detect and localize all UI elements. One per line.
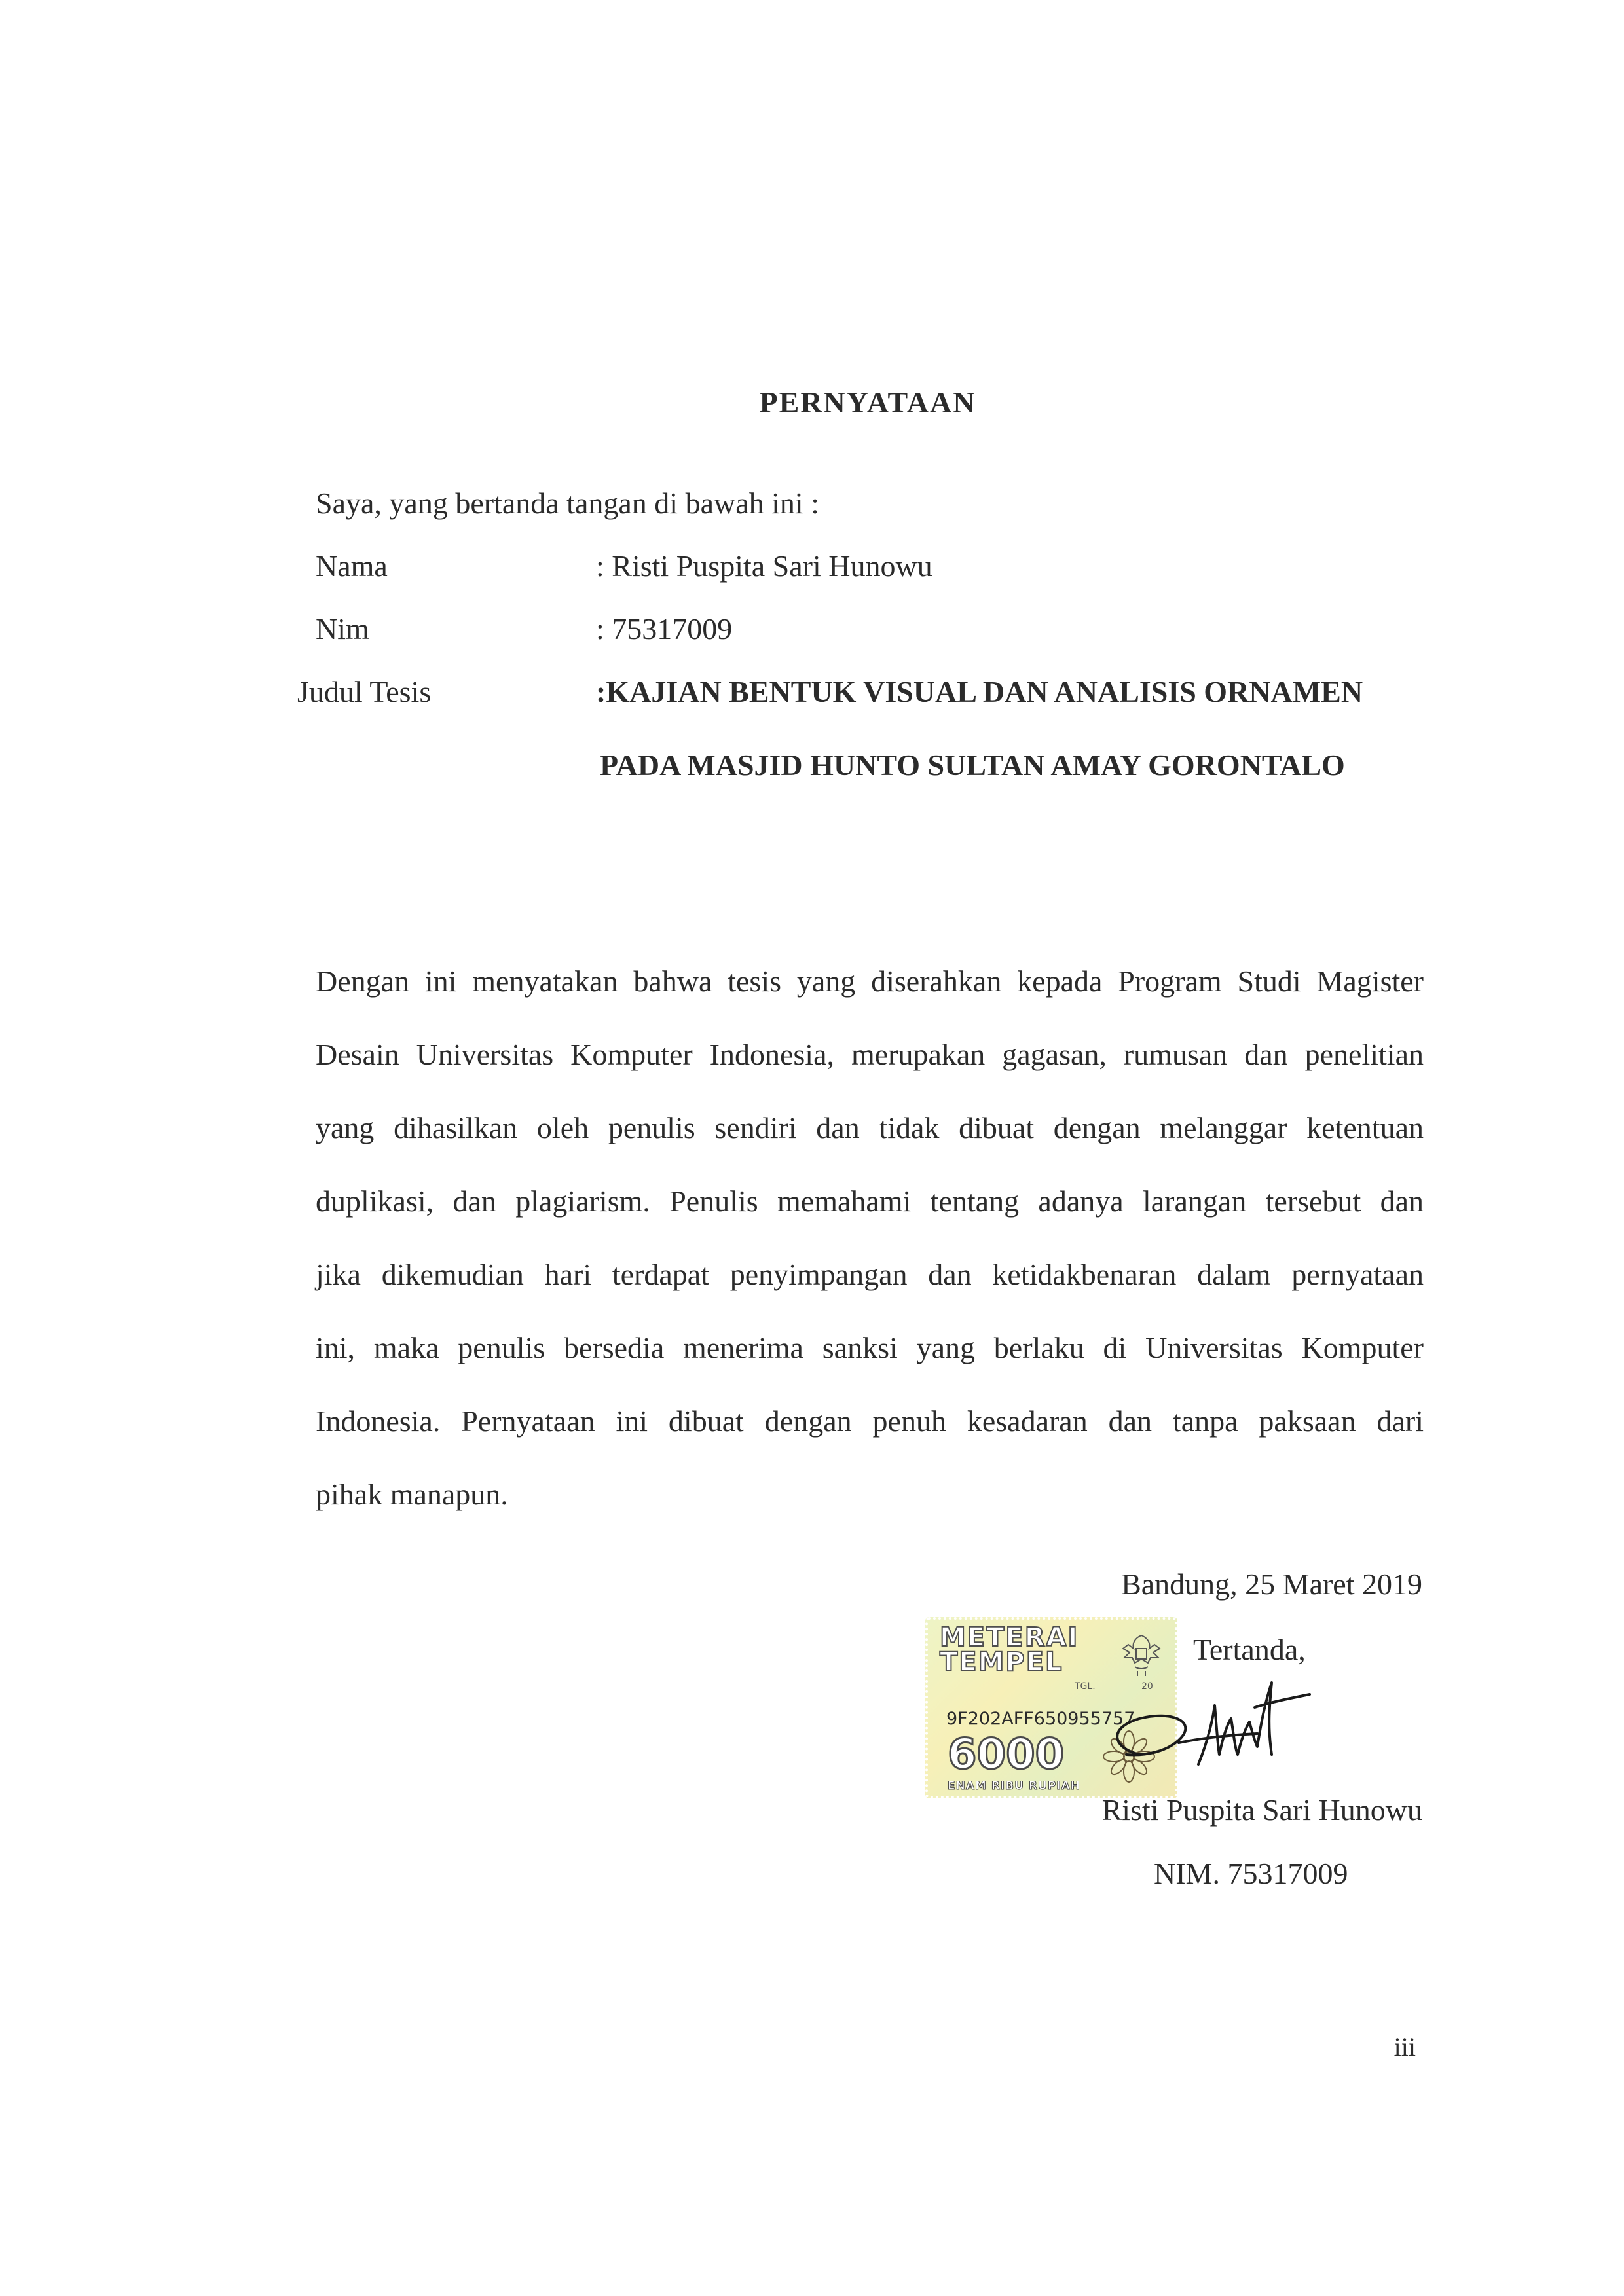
page-number: iii [1393, 2032, 1416, 2062]
statement-line: Desain Universitas Komputer Indonesia, merupakan gagasan, rumusan dan penelitian [316, 1038, 1424, 1071]
statement-paragraph [316, 945, 1424, 1531]
page-title: PERNYATAAN [759, 386, 976, 419]
statement-line: Indonesia. Pernyataan ini dibuat dengan penuh kesadaran dan tanpa paksaan dari [316, 1404, 1424, 1438]
intro-text: Saya, yang bertanda tangan di bawah ini : [316, 486, 819, 520]
judul-label: Judul Tesis [297, 675, 432, 708]
signer-nim: NIM. 75317009 [1154, 1857, 1348, 1890]
stamp-title-line-2: TEMPEL [940, 1647, 1063, 1677]
stamp-serial: 9F202AFF650955757 [946, 1709, 1135, 1729]
statement-line: pihak manapun. [316, 1478, 508, 1511]
statement-line: Dengan ini menyatakan bahwa tesis yang diserahkan kepada Program Studi Magister [316, 964, 1424, 998]
nim-label: Nim [316, 612, 369, 646]
stamp-value: 6000 [948, 1730, 1065, 1779]
statement-line: ini, maka penulis bersedia menerima sanksi yang berlaku di Universitas Komputer [316, 1331, 1424, 1364]
stamp-title-line-1: METERAI [940, 1622, 1079, 1652]
nama-value: : Risti Puspita Sari Hunowu [596, 549, 932, 583]
nim-value: : 75317009 [596, 612, 733, 646]
handwritten-signature [1100, 1656, 1323, 1787]
statement-line: jika dikemudian hari terdapat penyimpangan dan ketidakbenaran dalam pernyataan [316, 1258, 1424, 1291]
stamp-year-prefix: 20 [1141, 1681, 1153, 1692]
signer-name: Risti Puspita Sari Hunowu [1101, 1793, 1422, 1827]
statement-line: yang dihasilkan oleh penulis sendiri dan tidak dibuat dengan melanggar ketentuan [316, 1111, 1424, 1144]
statement-line: duplikasi, dan plagiarism. Penulis memahami tentang adanya larangan tersebut dan [316, 1184, 1424, 1218]
stamp-title [940, 1622, 1079, 1677]
stamp-value-words: ENAM RIBU RUPIAH [948, 1779, 1080, 1793]
place-date: Bandung, 25 Maret 2019 [1121, 1567, 1422, 1601]
judul-value-line-1: :KAJIAN BENTUK VISUAL DAN ANALISIS ORNAMEN [596, 675, 1363, 708]
judul-value-line-2: PADA MASJID HUNTO SULTAN AMAY GORONTALO [600, 748, 1345, 782]
stamp-tgl: TGL. [1075, 1681, 1096, 1692]
nama-label: Nama [316, 549, 388, 583]
tertanda-text: Tertanda, [1193, 1633, 1306, 1666]
